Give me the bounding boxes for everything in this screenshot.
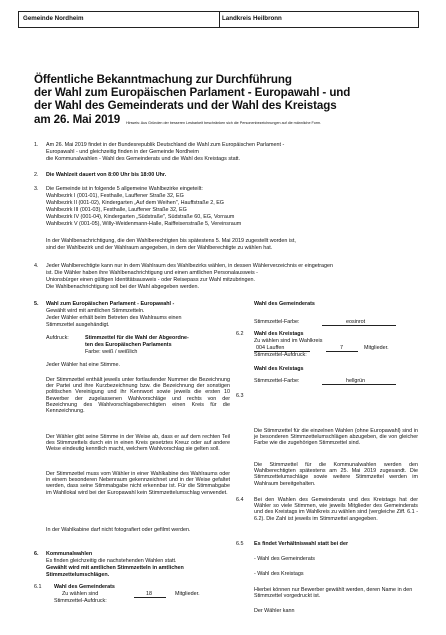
- s61-mitglieder: Mitglieder.: [175, 591, 200, 597]
- s65-item-2: - Wahl des Kreistags: [254, 571, 304, 577]
- kreistag-head: Wahl des Kreistags: [254, 366, 304, 372]
- s5-sub1: Gewählt wird mit amtlichen Stimmzetteln.: [46, 308, 145, 314]
- landkreis-box: [218, 11, 419, 28]
- s6-sub1: Es finden gleichzeitig die nachstehenden Wahlen statt.: [46, 558, 177, 564]
- s62-num: 6.2: [236, 331, 244, 337]
- s5-aufdruck-text-1: Stimmzettel für die Wahl der Abgeordne-: [85, 335, 189, 341]
- s3-intro: Die Gemeinde ist in folgende 5 allgemeine Wahlbezirke eingeteilt:: [46, 186, 203, 192]
- s5-sub2: Jeder Wähler erhält beim Betreten des Wahlraums einen: [46, 315, 182, 321]
- gemeinderat-head: Wahl des Gemeinderats: [254, 301, 315, 307]
- s61-aufdruck: Stimmzettel-Aufdruck:: [54, 598, 107, 604]
- s5-para-3: Der Stimmzettel muss vom Wähler in einer Wahlkabine des Wahlraums oder in einem besonderen Nebenraum gekennzeichnet und in der Weise gefaltet werden, dass seine Stimmabgabe nicht erkennbar ist. Für die Stimmabgabe im Wahllokal wird bei der Europawahl kein Stimmzettelumschlag verwendet.: [46, 471, 230, 496]
- s65-last: Der Wähler kann: [254, 608, 295, 614]
- title-line-3: der Wahl des Gemeinderats und der Wahl des Kreistags: [34, 99, 337, 112]
- s5-para-2: Der Wähler gibt seine Stimme in der Weise ab, dass er auf dem rechten Teil des Stimmzettels durch ein in einen Kreis gesetztes Kreuz oder auf andere Weise eindeutig kenntlich macht, welchem Wahlvorschlag sie gelten soll.: [46, 434, 230, 453]
- s6-num: 6.: [34, 551, 39, 557]
- s1-line-3: die Kommunalwahlen - Wahl des Gemeinderats und die Wahl des Kreistags statt.: [46, 156, 241, 162]
- s4-line-1: Jeder Wahlberechtigte kann nur in dem Wahlraum des Wahlbezirks wählen, in dessen Wählerverzeichnis er eingetragen: [46, 263, 334, 269]
- s62-head: Wahl des Kreistags: [254, 331, 304, 337]
- s61-head: Wahl des Gemeinderats: [54, 584, 115, 590]
- s63-para-1: Die Stimmzettel für die einzelnen Wahlen (ohne Europawahl) sind in je besonderen Stimmzettelumschlägen abzugeben, die von gleicher Farbe wie die zugehörigen Stimmzettel sind.: [254, 428, 418, 447]
- s5-eine-stimme: Jeder Wähler hat eine Stimme.: [46, 362, 121, 368]
- gemeinderat-farbe-label: Stimmzettel-Farbe:: [254, 319, 300, 325]
- s6-sub2: Gewählt wird mit amtlichen Stimmzetteln in amtlichen: [46, 565, 184, 571]
- title-line-4: am 26. Mai 2019: [34, 113, 121, 126]
- s61-anzahl: 18: [146, 591, 152, 597]
- s62-aufdruck: Stimmzettel-Aufdruck:: [254, 352, 307, 358]
- s6-sub3: Stimmzettelumschlägen.: [46, 572, 110, 578]
- s2-num: 2.: [34, 172, 39, 178]
- gemeinderat-farbe-value: eosinrot: [346, 319, 366, 325]
- s61-num: 6.1: [34, 584, 42, 590]
- s65-item-1: - Wahl des Gemeinderats: [254, 556, 315, 562]
- s63-para-2: Die Stimmzettel für die Kommunalwahlen werden den Wahlberechtigten spätestens am 25. Mai 2019 zugesandt. Die Stimmzettelumschläge sowie weitere Stimmzettel werden im Wahlraum bereitgehalten.: [254, 462, 418, 487]
- s5-aufdruck-text-2: ten des Europäischen Parlaments: [85, 342, 172, 348]
- title-line-2: der Wahl zum Europäischen Parlament - Europawahl - und: [34, 86, 351, 99]
- s5-sub3: Stimmzettel ausgehändigt.: [46, 322, 110, 328]
- s3-after-1: In der Wahlbenachrichtigung, die den Wahlberechtigten bis spätestens 5. Mai 2019 zugestellt worden ist,: [46, 238, 296, 244]
- s4-num: 4.: [34, 263, 39, 269]
- s61-zu-waehlen: Zu wählen sind: [62, 591, 99, 597]
- wahlbezirk-2: Wahlbezirk II (001-02), Kindergarten „Auf dem Weihen", Hauffstraße 2, EG: [46, 200, 224, 206]
- s65-num: 6.5: [236, 541, 244, 547]
- s63-num: 6.3: [236, 393, 244, 399]
- wahlbezirk-4: Wahlbezirk IV (001-04), Kindergarten „Südstraße", Südstraße 60, EG, Vorraum: [46, 214, 235, 220]
- gender-hint: Hinweis: Aus Gründen der besseren Lesbarkeit beschränken sich die Personenbezeichnungen auf die männliche Form.: [126, 121, 322, 125]
- kreistag-farbe-label: Stimmzettel-Farbe:: [254, 378, 300, 384]
- title-line-1: Öffentliche Bekanntmachung zur Durchführung: [34, 73, 292, 86]
- s64-para: Bei den Wahlen des Gemeinderats und des Kreistags hat der Wähler so viele Stimmen, wie jeweils Mitglieder des Gemeinderats und des Kreistags im Wahlkreis zu wählen sind (vergleiche Ziff. 6.1 - 6.2). Die Zahl ist jeweils im Stimmzettel angegeben.: [254, 497, 418, 522]
- wahlbezirk-3: Wahlbezirk III (001-03), Festhalle, Lauffener Straße 32, EG: [46, 207, 187, 213]
- wahlbezirk-5: Wahlbezirk V (001-05), Willy-Weidenmann-Halle, Raiffeisenstraße 5, Vereinsraum: [46, 221, 242, 227]
- s6-head: Kommunalwahlen: [46, 551, 93, 557]
- s65-head: Es findet Verhältniswahl statt bei der: [254, 541, 349, 547]
- s1-line-2: Europawahl - und gleichzeitig finden in der Gemeinde Nordheim: [46, 149, 199, 155]
- s5-farbe: Farbe: weiß / weißlich: [85, 349, 138, 355]
- s5-num: 5.: [34, 301, 39, 307]
- s62-anzahl: 7: [340, 345, 343, 351]
- s5-para-4: In der Wahlkabine darf nicht fotografiert oder gefilmt werden.: [46, 527, 191, 533]
- s1-line-1: Am 26. Mai 2019 findet in der Bundesrepublik Deutschland die Wahl zum Europäischen Parlament -: [46, 142, 285, 148]
- s4-line-3: Unionsbürger einen gültigen Identitätsausweis - oder Reisepass zur Wahl mitzubringen.: [46, 277, 255, 283]
- s62-zu-waehlen: Zu wählen sind im Wahlkreis: [254, 338, 323, 344]
- s3-num: 3.: [34, 186, 39, 192]
- s64-num: 6.4: [236, 497, 244, 503]
- s62-mitglieder: Mitglieder.: [364, 345, 389, 351]
- s2-text: Die Wahlzeit dauert von 8:00 Uhr bis 18:00 Uhr.: [46, 172, 167, 178]
- s5-aufdruck-label: Aufdruck:: [46, 335, 69, 341]
- s3-after-2: sind der Wahlbezirk und der Wahlraum angegeben, in dem der Wahlberechtigte zu wählen hat.: [46, 245, 273, 251]
- s5-para-1: Der Stimmzettel enthält jeweils unter fortlaufender Nummer die Bezeichnung der Partei und ihre Kurzbezeichnung bzw. die Bezeichnung der sonstigen politischen Vereinigung und ihr Kennwort sowie jeweils die ersten 10 Bewerber der zugelassenen Wahlvorschläge und rechts von der Bezeichnung des Wahlvorschlagsberechtigten einen Kreis für die Kennzeichnung.: [46, 377, 230, 415]
- s5-head: Wahl zum Europäischen Parlament - Europawahl -: [46, 301, 175, 307]
- landkreis-label: Landkreis Heilbronn: [222, 15, 282, 22]
- s4-line-2: ist. Die Wähler haben ihre Wahlbenachrichtigung und einen amtlichen Personalausweis -: [46, 270, 258, 276]
- gemeinde-label: Gemeinde Nordheim: [23, 15, 84, 22]
- s4-line-4: Die Wahlbenachrichtigung soll bei der Wahl abgegeben werden.: [46, 284, 200, 290]
- wahlbezirk-1: Wahlbezirk I (001-01), Festhalle, Lauffener Straße 32, EG: [46, 193, 184, 199]
- s1-num: 1.: [34, 142, 39, 148]
- gemeinde-box: [18, 11, 220, 28]
- s62-wahlkreis: 004 Lauffen: [256, 345, 285, 351]
- kreistag-farbe-value: hellgrün: [346, 378, 366, 384]
- s65-para: Hierbei können nur Bewerber gewählt werden, deren Name in den Stimmzettel vorgedruckt ist.: [254, 587, 413, 600]
